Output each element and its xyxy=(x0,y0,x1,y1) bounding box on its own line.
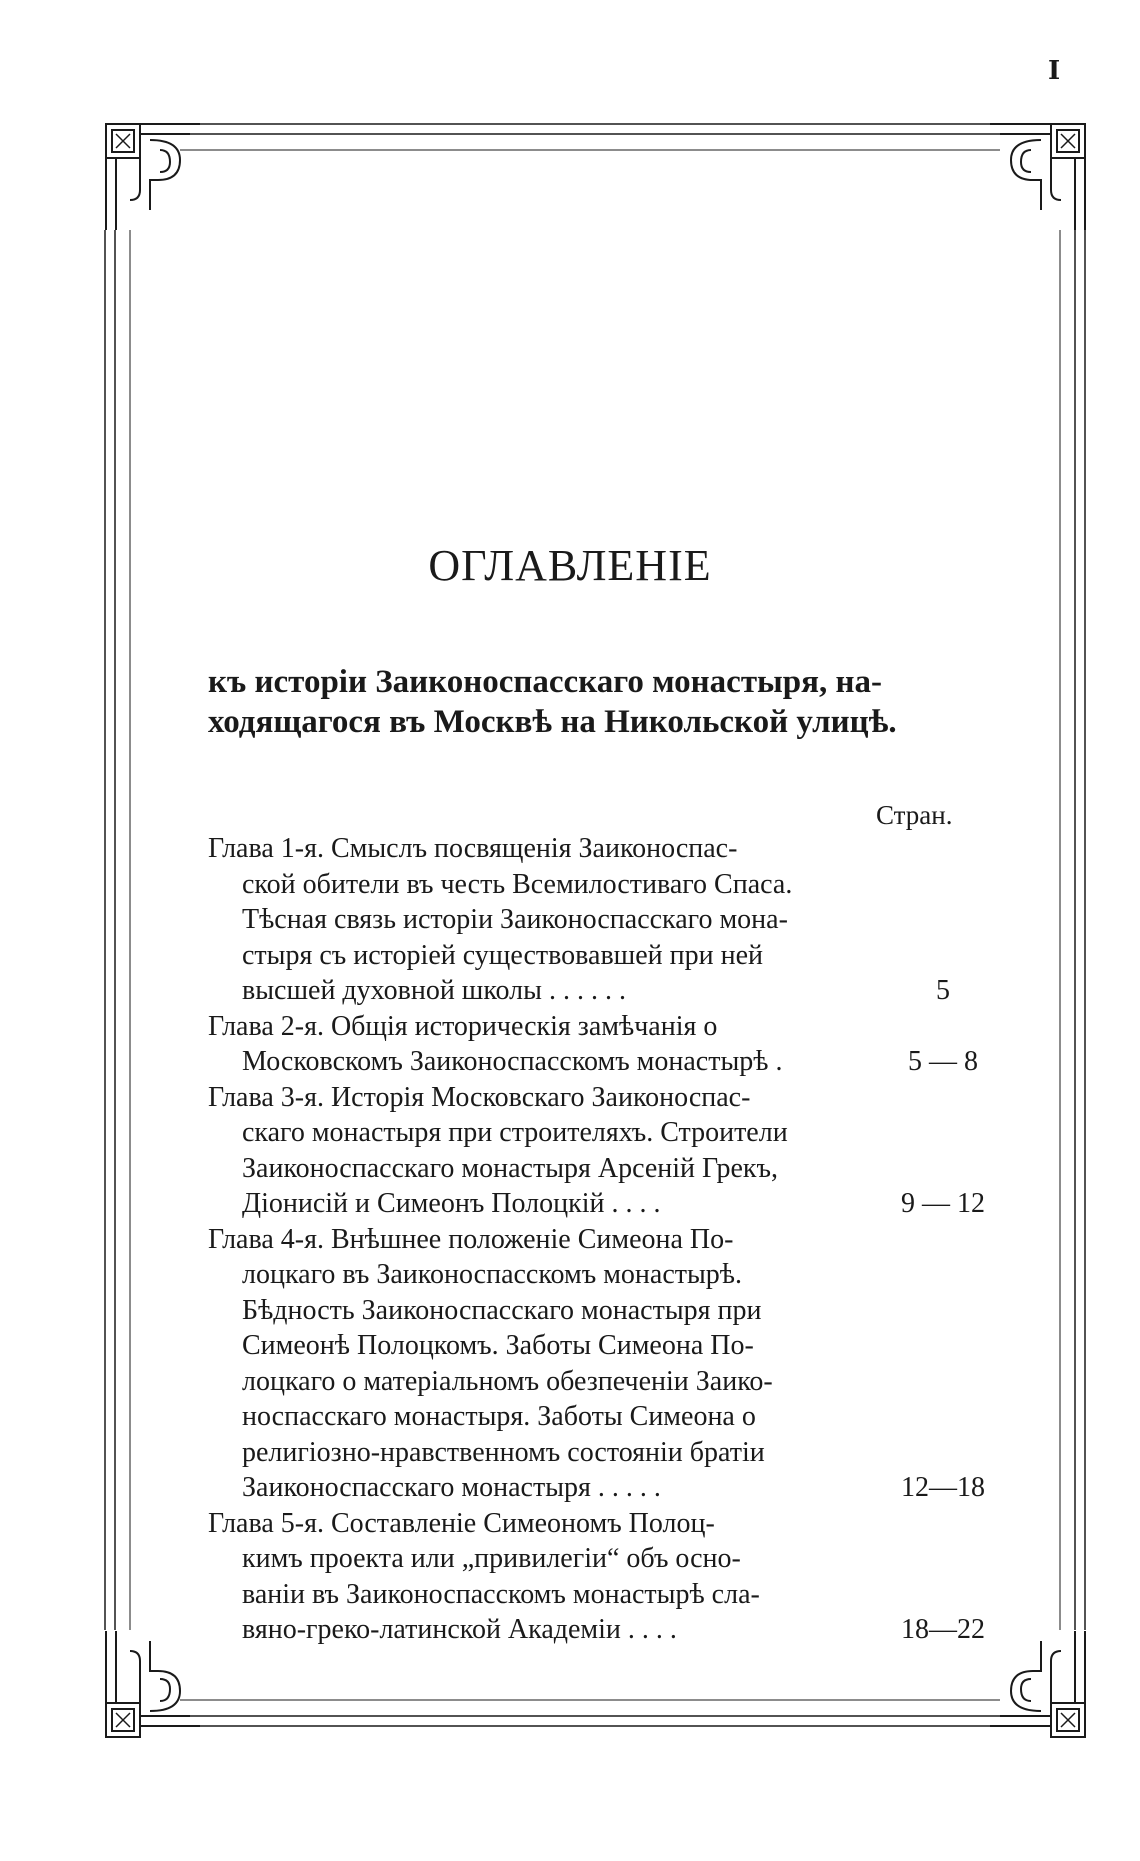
toc-line: религіозно-нравственномъ состояніи братіи xyxy=(242,1436,765,1468)
subtitle xyxy=(208,662,1008,742)
toc-line: Бѣдность Заиконоспасскаго монастыря при xyxy=(242,1294,762,1326)
toc-entry-chapter-5 xyxy=(208,1506,998,1648)
toc-line: скаго монастыря при строителяхъ. Строители xyxy=(242,1117,788,1148)
toc-line: Глава 3-я. Исторія Московскаго Заиконоспас- xyxy=(208,1081,751,1113)
toc-line: Московскомъ Заиконоспасскомъ монастырѣ . xyxy=(242,1046,783,1077)
toc-line: вяно-греко-латинской Академіи . . . . xyxy=(242,1614,677,1645)
subtitle-line: ходящагося въ Москвѣ на Никольской улицѣ. xyxy=(208,704,897,740)
corner-ornament-bottom-right xyxy=(990,1631,1085,1737)
toc-entry-chapter-1 xyxy=(208,831,998,1009)
toc-line: Глава 1-я. Смыслъ посвященія Заиконоспас- xyxy=(208,833,738,864)
toc-line: кимъ проекта или „привилегіи“ объ осно- xyxy=(242,1543,741,1574)
toc-line: Глава 5-я. Составленіе Симеономъ Полоц- xyxy=(208,1507,715,1539)
table-of-contents xyxy=(208,831,998,1648)
toc-line: лоцкаго о матеріальномъ обезпеченіи Заико- xyxy=(242,1365,773,1397)
toc-page-range: 18—22 xyxy=(901,1614,985,1645)
toc-line: носпасскаго монастыря. Заботы Симеона о xyxy=(242,1401,756,1432)
toc-line: Заиконоспасскаго монастыря Арсеній Грекъ, xyxy=(242,1152,778,1184)
toc-line: Глава 2-я. Общія историческія замѣчанія о xyxy=(208,1010,718,1042)
toc-line: ской обители въ честь Всемилостиваго Спаса. xyxy=(242,868,793,900)
toc-page-range: 12—18 xyxy=(901,1472,985,1503)
toc-line: Глава 4-я. Внѣшнее положеніе Симеона По- xyxy=(208,1223,734,1255)
toc-page-range: 5 xyxy=(936,975,950,1006)
toc-line: Тѣсная связь исторіи Заиконоспасскаго мона- xyxy=(242,904,788,935)
pages-column-header: Стран. xyxy=(876,800,953,830)
toc-page-range: 5 — 8 xyxy=(908,1046,978,1077)
toc-entry-chapter-3 xyxy=(208,1080,998,1222)
toc-line: высшей духовной школы . . . . . . xyxy=(242,975,626,1006)
corner-ornament-bottom-left xyxy=(106,1631,200,1737)
toc-line: Симеонѣ Полоцкомъ. Заботы Симеона По- xyxy=(242,1330,754,1361)
toc-line: лоцкаго въ Заиконоспасскомъ монастырѣ. xyxy=(242,1259,743,1290)
corner-ornament-top-right xyxy=(990,124,1085,230)
toc-entry-chapter-4 xyxy=(208,1222,998,1506)
corner-ornament-top-left xyxy=(106,124,200,230)
toc-line: ваніи въ Заиконоспасскомъ монастырѣ сла- xyxy=(242,1578,760,1610)
toc-page-range: 9 — 12 xyxy=(901,1188,985,1219)
toc-entry-chapter-2 xyxy=(208,1009,998,1080)
subtitle-line: къ исторіи Заиконоспасскаго монастыря, на- xyxy=(208,664,883,700)
toc-line: стыря съ исторіей существовавшей при ней xyxy=(242,939,764,971)
toc-line: Заиконоспасскаго монастыря . . . . . xyxy=(242,1472,661,1503)
toc-line: Діонисій и Симеонъ Полоцкій . . . . xyxy=(242,1188,661,1219)
page-title: ОГЛАВЛЕНІЕ xyxy=(428,541,712,590)
page-number: I xyxy=(1048,56,1061,86)
